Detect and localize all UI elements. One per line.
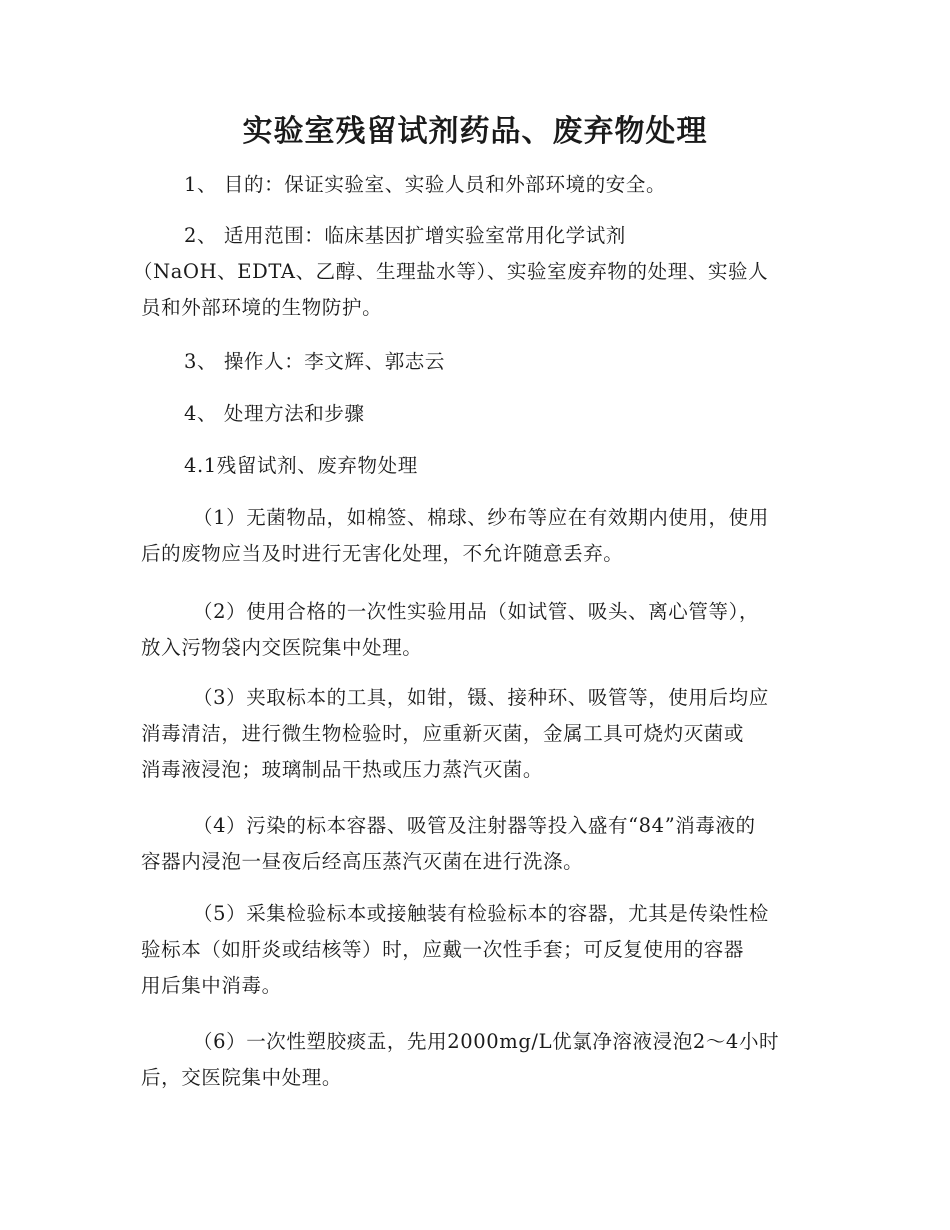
paragraph-line: 后，交医院集中处理。 [141,1066,343,1089]
paragraph-line: （5）采集检验标本或接触装有检验标本的容器，尤其是传染性检 [193,902,769,925]
paragraph-item-6 [141,1024,811,1096]
paragraph-line: 3、 操作人：李文辉、郭志云 [184,350,446,373]
paragraph-line: 2、 适用范围：临床基因扩增实验室常用化学试剂 [184,224,626,247]
paragraph-item-1 [141,500,811,572]
paragraph-line: 验标本（如肝炎或结核等）时，应戴一次性手套；可反复使用的容器 [141,938,745,961]
paragraph-line: （4）污染的标本容器、吸管及注射器等投入盛有“84”消毒液的 [193,814,756,837]
document-title: 实验室残留试剂药品、废弃物处理 [242,114,708,149]
paragraph-line: （NaOH、EDTA、乙醇、生理盐水等）、实验室废弃物的处理、实验人 [133,260,769,283]
paragraph-item-3 [141,680,811,788]
paragraph-item-5 [141,896,811,1004]
paragraph-line: 消毒清洁，进行微生物检验时，应重新灭菌，金属工具可烧灼灭菌或 [141,722,745,745]
paragraph-line: 容器内浸泡一昼夜后经高压蒸汽灭菌在进行洗涤。 [141,850,584,873]
paragraph-line: 后的废物应当及时进行无害化处理，不允许随意丢弃。 [141,542,624,565]
paragraph-scope [133,218,811,326]
paragraph-line: 1、 目的：保证实验室、实验人员和外部环境的安全。 [184,173,667,196]
paragraph-line: （1）无菌物品，如棉签、棉球、纱布等应在有效期内使用，使用 [193,506,769,529]
paragraph-line: 员和外部环境的生物防护。 [141,296,383,319]
paragraph-line: （3）夹取标本的工具，如钳，镊、接种环、吸管等，使用后均应 [193,686,769,709]
paragraph-line: 4、 处理方法和步骤 [184,402,365,425]
paragraph-item-2 [141,594,811,666]
paragraph-operator [141,344,811,380]
paragraph-line: 放入污物袋内交医院集中处理。 [141,636,423,659]
paragraph-line: 用后集中消毒。 [141,974,282,997]
paragraph-line: 消毒液浸泡；玻璃制品干热或压力蒸汽灭菌。 [141,758,544,781]
paragraph-section-4-1 [141,448,811,484]
paragraph-line: （6）一次性塑胶痰盂，先用2000mg/L优氯净溶液浸泡2～4小时 [193,1030,780,1053]
paragraph-line: （2）使用合格的一次性实验用品（如试管、吸头、离心管等）， [193,600,760,623]
paragraph-item-4 [141,808,811,880]
paragraph-line: 4.1残留试剂、废弃物处理 [184,454,418,477]
paragraph-method [141,396,811,432]
paragraph-purpose [141,167,811,203]
